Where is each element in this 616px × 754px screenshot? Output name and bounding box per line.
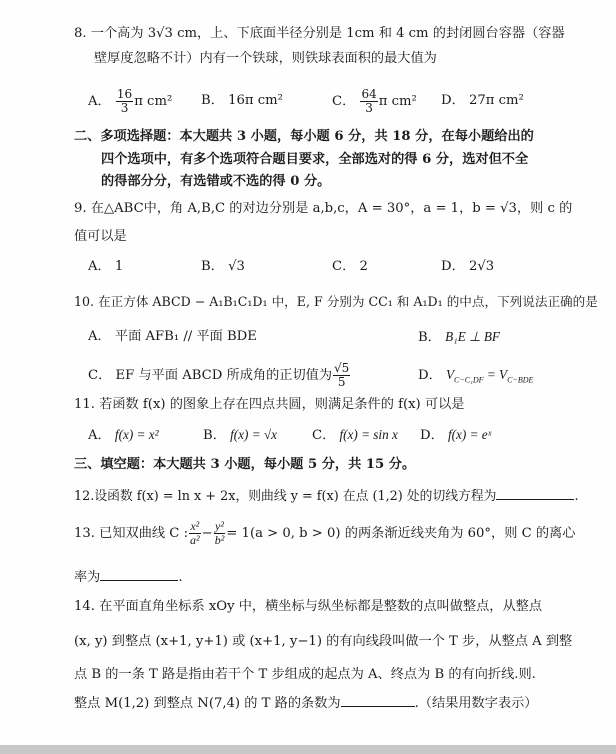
option-text: 16π cm² (228, 93, 283, 108)
option-text: V (445, 367, 455, 382)
subscript: C−BDE (507, 375, 534, 385)
option-label: D． (441, 93, 465, 108)
option-label: C． (88, 368, 112, 383)
q10-option-b (418, 328, 500, 347)
q12-line (74, 485, 579, 506)
q9-line2: 值可以是 (74, 229, 127, 244)
q13-text: 13. 已知双曲线 C : (74, 526, 189, 541)
option-text: f(x) = eˣ (447, 427, 492, 442)
q14-line4 (74, 692, 537, 713)
subscript: C−C₁DF (454, 375, 484, 385)
answer-blank[interactable] (341, 692, 415, 707)
bottom-bar (0, 745, 616, 754)
section2-heading-line1: 二、多项选择题：本大题共 3 小题，每小题 6 分，共 18 分，在每小题给出的 (74, 129, 534, 144)
q8-option-c (332, 88, 417, 115)
q10-option-a (88, 328, 257, 346)
option-text: 平面 AFB₁ // 平面 BDE (114, 329, 257, 344)
q10-line1: 10. 在正方体 ABCD − A₁B₁C₁D₁ 中，E, F 分别为 CC₁ 和 A₁D₁ 的中点，下列说法正确的是 (74, 294, 598, 309)
option-label: C． (312, 428, 336, 443)
period: . (178, 570, 183, 585)
option-text: f(x) = √x (230, 427, 277, 442)
option-label: A． (88, 329, 111, 344)
fraction: $\frac{√5}{5}$ (334, 361, 350, 389)
q8-option-d (441, 92, 524, 110)
option-label: A． (88, 94, 111, 109)
option-label: D． (418, 368, 442, 383)
option-text: 2√3 (468, 259, 495, 274)
q9-line1: 9. 在△ABC中，角 A,B,C 的对边分别是 a,b,c，A = 30°，a = 1，b = √3，则 c 的 (74, 201, 573, 216)
q12-text: 12.设函数 f(x) = ln x + 2x，则曲线 y = f(x) 在点 (1,2) 处的切线方程为 (74, 489, 497, 504)
q14-line1: 14. 在平面直角坐标系 xOy 中，横坐标与纵坐标都是整数的点叫做整点，从整点 (74, 599, 543, 614)
option-label: D． (420, 428, 444, 443)
section3-heading: 三、填空题：本大题共 3 小题，每小题 5 分，共 15 分。 (74, 457, 416, 472)
fraction: $\frac{\text{y²}}{\text{b²}}$ (214, 519, 225, 547)
q13-line2 (74, 566, 183, 587)
minus-sign: − (201, 526, 213, 541)
fraction: $\frac{64}{3}$ (361, 87, 377, 115)
q11-option-a (88, 426, 159, 445)
option-label: B． (201, 259, 224, 274)
q14-line2: (x, y) 到整点 (x+1, y+1) 或 (x+1, y−1) 的有向线段叫做一个 T 步，从整点 A 到整 (74, 634, 573, 649)
q11-option-d (420, 426, 491, 445)
q10-option-d (418, 366, 533, 390)
q11-option-c (312, 426, 398, 445)
section2-heading-line3: 的得部分分，有选错或不选的得 0 分。 (101, 174, 331, 189)
q11-option-b (203, 426, 277, 445)
option-label: A． (88, 259, 111, 274)
option-text: = V (483, 367, 508, 382)
q13-line1 (74, 520, 575, 547)
q8-line2: 壁厚度忽略不计）内有一个铁球，则铁球表面积的最大值为 (94, 51, 437, 66)
option-text: f(x) = x² (114, 427, 159, 442)
option-label: C． (332, 259, 356, 274)
q14-text: 整点 M(1,2) 到整点 N(7,4) 的 T 路的条数为 (74, 696, 341, 711)
option-label: C． (332, 94, 356, 109)
option-text: EF 与平面 ABCD 所成角的正切值为 (115, 368, 333, 383)
q13-text: = 1(a > 0, b > 0) 的两条渐近线夹角为 60°，则 C 的离心 (226, 526, 576, 541)
option-text: 2 (359, 259, 368, 274)
option-text: B₁E ⊥ BF (445, 329, 500, 344)
q9-option-d (441, 258, 494, 276)
fraction: $\frac{\text{x²}}{\text{a²}}$ (190, 519, 200, 547)
q8-option-a (88, 88, 172, 115)
option-label: B． (418, 330, 441, 345)
q9-option-a (88, 258, 123, 276)
q8-line1: 8. 一个高为 3√3 cm，上、下底面半径分别是 1cm 和 4 cm 的封闭圆台容器（容器 (74, 26, 565, 41)
q8-option-b (201, 92, 283, 110)
answer-blank[interactable] (100, 566, 178, 581)
option-text: 1 (114, 259, 124, 274)
option-label: B． (203, 428, 226, 443)
fraction: $\frac{16}{3}$ (116, 87, 133, 115)
answer-blank[interactable] (496, 485, 574, 500)
q9-option-b (201, 258, 245, 276)
option-text: √3 (228, 259, 245, 274)
option-label: B． (201, 93, 224, 108)
q14-text: .（结果用数字表示） (414, 696, 538, 711)
option-text: 27π cm² (468, 93, 524, 108)
option-label: D． (441, 259, 465, 274)
option-text: f(x) = sin x (339, 427, 398, 442)
q10-option-c (88, 362, 351, 389)
q13-text: 率为 (74, 570, 101, 585)
option-text: π cm² (378, 94, 417, 109)
section2-heading-line2: 四个选项中，有多个选项符合题目要求，全部选对的得 6 分，选对但不全 (101, 152, 529, 167)
q9-option-c (332, 258, 368, 276)
option-label: A． (88, 428, 111, 443)
q14-line3: 点 B 的一条 T 路是指由若干个 T 步组成的起点为 A、终点为 B 的有向折线.则. (74, 667, 536, 682)
q11-line1: 11. 若函数 f(x) 的图象上存在四点共圆，则满足条件的 f(x) 可以是 (74, 397, 465, 412)
option-text: π cm² (134, 94, 173, 109)
period: . (574, 489, 579, 504)
